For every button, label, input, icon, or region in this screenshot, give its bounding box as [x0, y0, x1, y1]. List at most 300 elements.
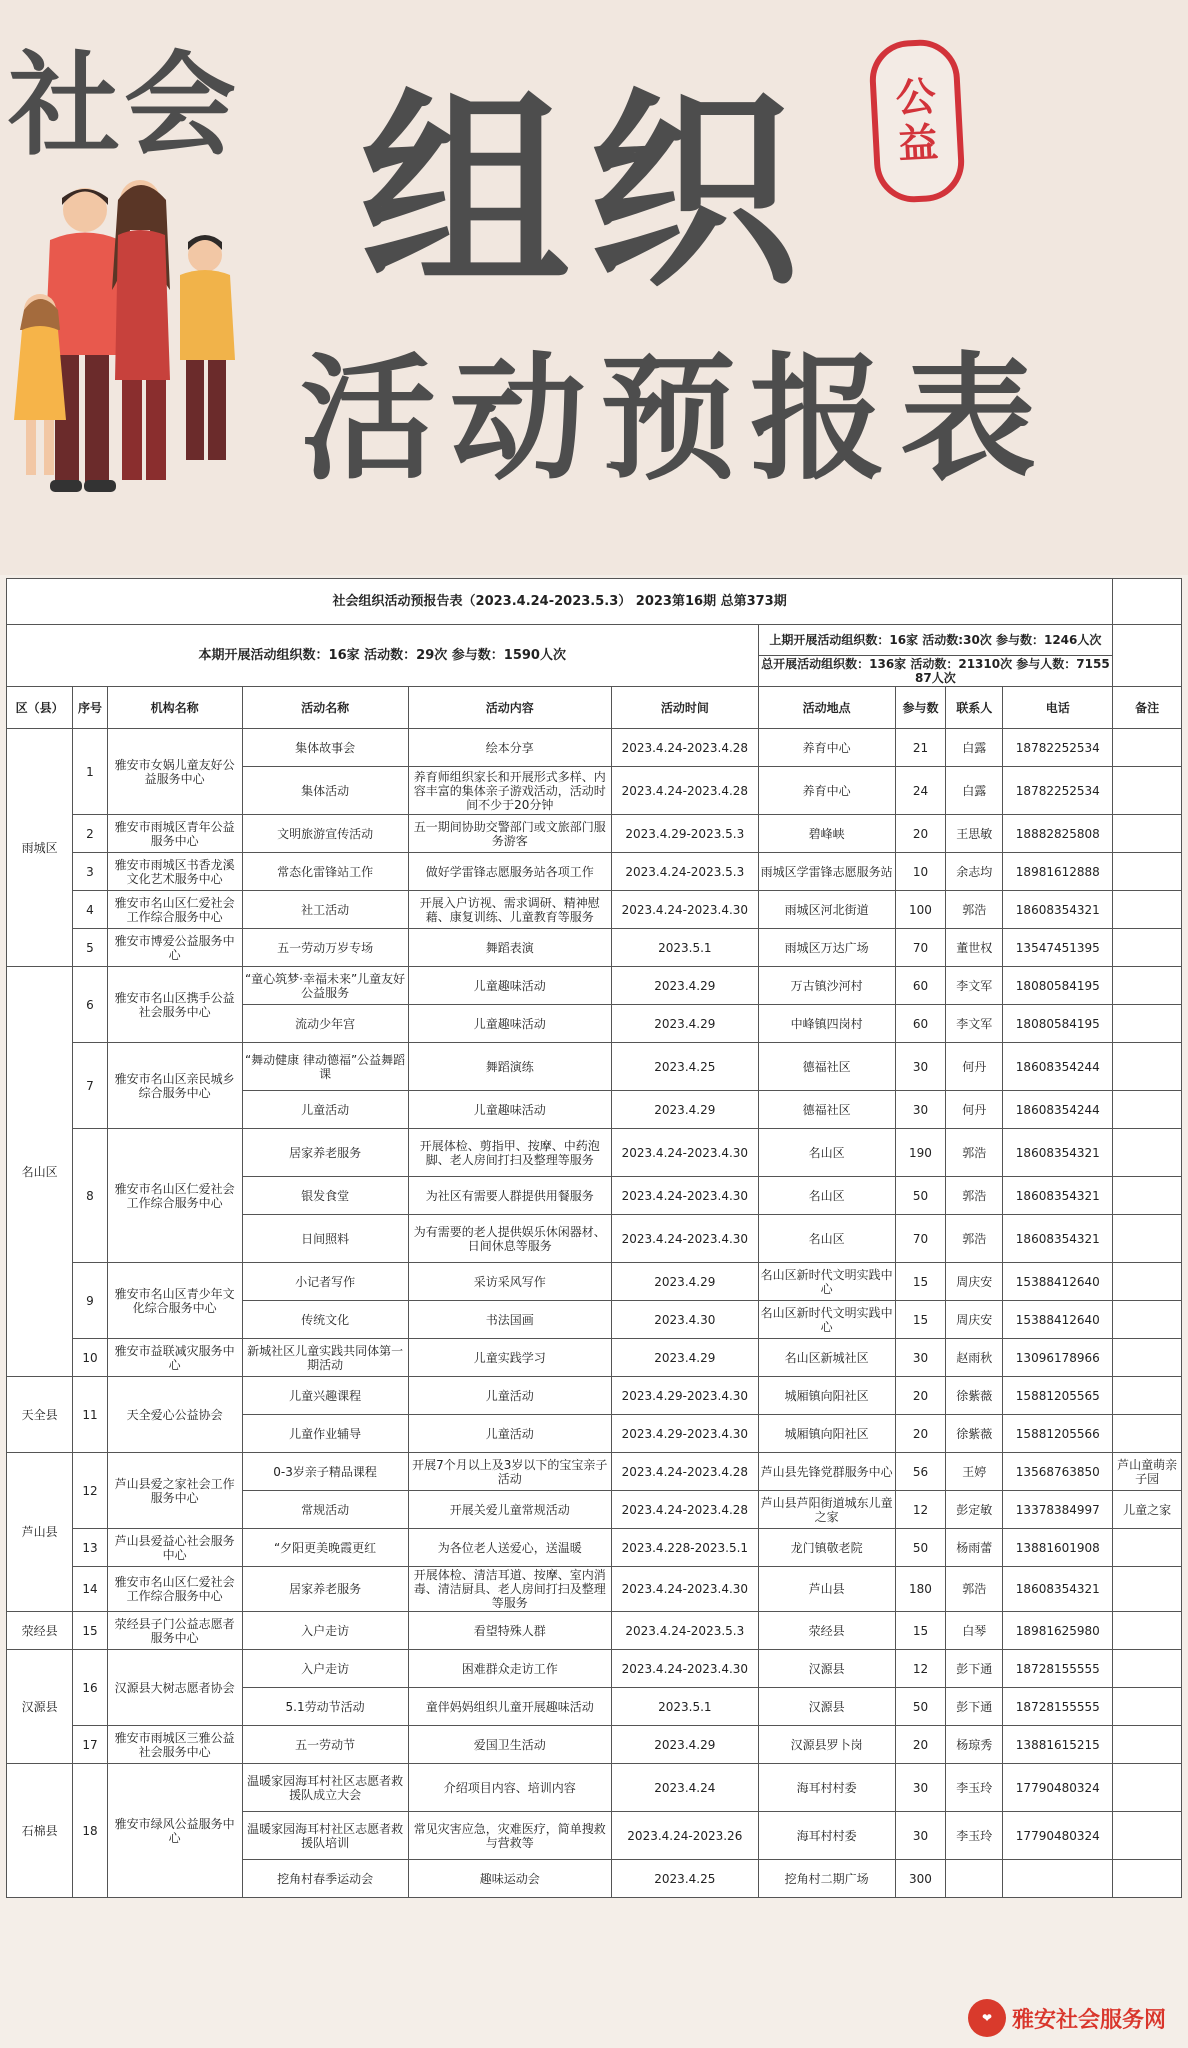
note-cell — [1113, 1301, 1182, 1339]
participant-count-cell: 24 — [895, 767, 945, 815]
contact-cell: 杨琼秀 — [946, 1726, 1003, 1764]
contact-cell: 王婷 — [946, 1453, 1003, 1491]
note-cell — [1113, 929, 1182, 967]
banner-title-line1: 社会 — [8, 41, 240, 171]
phone-cell[interactable]: 15388412640 — [1003, 1301, 1113, 1339]
table-title-blank — [1113, 579, 1182, 625]
activity-place-cell: 汉源县 — [758, 1650, 895, 1688]
activity-content-cell: 做好学雷锋志愿服务站各项工作 — [408, 853, 612, 891]
serial-no-cell: 12 — [73, 1453, 107, 1529]
contact-cell: 徐紫薇 — [946, 1377, 1003, 1415]
participant-count-cell: 60 — [895, 1005, 945, 1043]
activity-content-cell: 舞蹈演练 — [408, 1043, 612, 1091]
note-cell — [1113, 767, 1182, 815]
table-row — [7, 1567, 1182, 1612]
contact-cell: 徐紫薇 — [946, 1415, 1003, 1453]
activity-time-cell: 2023.4.24-2023.26 — [612, 1812, 758, 1860]
contact-cell: 郭浩 — [946, 1567, 1003, 1612]
contact-cell: 郭浩 — [946, 891, 1003, 929]
charity-seal: 公益 — [868, 38, 966, 204]
participant-count-cell: 180 — [895, 1567, 945, 1612]
activity-name-cell: 五一劳动节 — [242, 1726, 408, 1764]
organization-cell: 雅安市女娲儿童友好公益服务中心 — [107, 729, 242, 815]
activity-time-cell: 2023.4.24-2023.4.30 — [612, 1129, 758, 1177]
activity-place-cell: 海耳村村委 — [758, 1812, 895, 1860]
activity-place-cell: 汉源县 — [758, 1688, 895, 1726]
activity-time-cell: 2023.4.24 — [612, 1764, 758, 1812]
activity-name-cell: 五一劳动万岁专场 — [242, 929, 408, 967]
note-cell — [1113, 1339, 1182, 1377]
activity-content-cell: 儿童实践学习 — [408, 1339, 612, 1377]
phone-cell[interactable]: 18608354321 — [1003, 891, 1113, 929]
contact-cell: 李文军 — [946, 967, 1003, 1005]
district-cell: 汉源县 — [7, 1650, 73, 1764]
activity-time-cell: 2023.4.24-2023.4.30 — [612, 1177, 758, 1215]
activity-name-cell: 儿童作业辅导 — [242, 1415, 408, 1453]
phone-cell[interactable]: 13881615215 — [1003, 1726, 1113, 1764]
activity-content-cell: 趣味运动会 — [408, 1860, 612, 1898]
participant-count-cell: 15 — [895, 1612, 945, 1650]
activity-content-cell: 采访采风写作 — [408, 1263, 612, 1301]
report-table — [6, 578, 1182, 1898]
participant-count-cell: 30 — [895, 1043, 945, 1091]
activity-content-cell: 绘本分享 — [408, 729, 612, 767]
activity-name-cell: “舞动健康 律动德福”公益舞蹈课 — [242, 1043, 408, 1091]
activity-place-cell: 城厢镇向阳社区 — [758, 1377, 895, 1415]
activity-name-cell: 新城社区儿童实践共同体第一期活动 — [242, 1339, 408, 1377]
activity-place-cell: 荥经县 — [758, 1612, 895, 1650]
activity-time-cell: 2023.4.25 — [612, 1860, 758, 1898]
note-cell — [1113, 1612, 1182, 1650]
note-cell — [1113, 967, 1182, 1005]
organization-cell: 芦山县爱之家社会工作服务中心 — [107, 1453, 242, 1529]
table-row — [7, 1612, 1182, 1650]
heart-hands-logo-icon: ❤ — [968, 1999, 1006, 2037]
activity-content-cell: 儿童趣味活动 — [408, 1091, 612, 1129]
participant-count-cell: 70 — [895, 929, 945, 967]
activity-place-cell: 挖角村二期广场 — [758, 1860, 895, 1898]
contact-cell: 李玉玲 — [946, 1812, 1003, 1860]
activity-place-cell: 养育中心 — [758, 729, 895, 767]
organization-cell: 雅安市名山区携手公益社会服务中心 — [107, 967, 242, 1043]
phone-cell[interactable]: 18981625980 — [1003, 1612, 1113, 1650]
participant-count-cell: 56 — [895, 1453, 945, 1491]
activity-name-cell: 挖角村春季运动会 — [242, 1860, 408, 1898]
participant-count-cell: 50 — [895, 1688, 945, 1726]
activity-place-cell: 龙门镇敬老院 — [758, 1529, 895, 1567]
phone-cell[interactable]: 13096178966 — [1003, 1339, 1113, 1377]
phone-cell[interactable]: 18608354244 — [1003, 1091, 1113, 1129]
participant-count-cell: 60 — [895, 967, 945, 1005]
phone-cell[interactable]: 13881601908 — [1003, 1529, 1113, 1567]
summary-total: 总开展活动组织数：136家 活动数：21310次 参与人数：715587人次 — [758, 656, 1113, 687]
contact-cell — [946, 1860, 1003, 1898]
banner-title-line2: 组织 — [360, 70, 817, 315]
phone-cell[interactable]: 18608354321 — [1003, 1177, 1113, 1215]
participant-count-cell: 20 — [895, 1377, 945, 1415]
header-phone: 电话 — [1003, 687, 1113, 729]
activity-time-cell: 2023.4.29 — [612, 1339, 758, 1377]
phone-cell[interactable]: 17790480324 — [1003, 1764, 1113, 1812]
organization-cell: 天全爱心公益协会 — [107, 1377, 242, 1453]
participant-count-cell: 30 — [895, 1812, 945, 1860]
activity-time-cell: 2023.4.29-2023.5.3 — [612, 815, 758, 853]
participant-count-cell: 15 — [895, 1263, 945, 1301]
activity-place-cell: 汉源县罗卜岗 — [758, 1726, 895, 1764]
activity-name-cell: 入户走访 — [242, 1612, 408, 1650]
participant-count-cell: 12 — [895, 1650, 945, 1688]
header-district: 区（县） — [7, 687, 73, 729]
activity-place-cell: 德福社区 — [758, 1043, 895, 1091]
note-cell — [1113, 1005, 1182, 1043]
note-cell — [1113, 1860, 1182, 1898]
table-row — [7, 1043, 1182, 1091]
organization-cell: 雅安市绿风公益服务中心 — [107, 1764, 242, 1898]
phone-cell[interactable]: 13378384997 — [1003, 1491, 1113, 1529]
summary-blank — [1113, 625, 1182, 687]
contact-cell: 王思敏 — [946, 815, 1003, 853]
participant-count-cell: 190 — [895, 1129, 945, 1177]
activity-time-cell: 2023.5.1 — [612, 929, 758, 967]
table-row — [7, 853, 1182, 891]
phone-cell[interactable]: 15881205566 — [1003, 1415, 1113, 1453]
note-cell — [1113, 1567, 1182, 1612]
district-cell: 天全县 — [7, 1377, 73, 1453]
table-row — [7, 1339, 1182, 1377]
phone-cell[interactable]: 18608354321 — [1003, 1129, 1113, 1177]
organization-cell: 雅安市博爱公益服务中心 — [107, 929, 242, 967]
participant-count-cell: 21 — [895, 729, 945, 767]
activity-content-cell: 开展入户访视、需求调研、精神慰藉、康复训练、儿童教育等服务 — [408, 891, 612, 929]
activity-time-cell: 2023.4.29 — [612, 1263, 758, 1301]
participant-count-cell: 100 — [895, 891, 945, 929]
serial-no-cell: 10 — [73, 1339, 107, 1377]
note-cell — [1113, 1726, 1182, 1764]
phone-cell[interactable]: 18080584195 — [1003, 1005, 1113, 1043]
organization-cell: 雅安市雨城区书香龙溪文化艺术服务中心 — [107, 853, 242, 891]
activity-name-cell: 居家养老服务 — [242, 1567, 408, 1612]
phone-cell[interactable]: 18981612888 — [1003, 853, 1113, 891]
activity-name-cell: 小记者写作 — [242, 1263, 408, 1301]
participant-count-cell: 20 — [895, 815, 945, 853]
district-cell: 雨城区 — [7, 729, 73, 967]
activity-content-cell: 书法国画 — [408, 1301, 612, 1339]
activity-content-cell: 儿童趣味活动 — [408, 1005, 612, 1043]
activity-place-cell: 名山区新时代文明实践中心 — [758, 1301, 895, 1339]
organization-cell: 雅安市名山区仁爱社会工作综合服务中心 — [107, 1129, 242, 1263]
phone-cell[interactable]: 18782252534 — [1003, 767, 1113, 815]
participant-count-cell: 12 — [895, 1491, 945, 1529]
site-watermark — [968, 1992, 1182, 2044]
serial-no-cell: 17 — [73, 1726, 107, 1764]
activity-place-cell: 海耳村村委 — [758, 1764, 895, 1812]
phone-cell[interactable]: 18728155555 — [1003, 1688, 1113, 1726]
activity-time-cell: 2023.4.29-2023.4.30 — [612, 1377, 758, 1415]
serial-no-cell: 9 — [73, 1263, 107, 1339]
serial-no-cell: 16 — [73, 1650, 107, 1726]
activity-place-cell: 碧峰峡 — [758, 815, 895, 853]
table-row — [7, 1650, 1182, 1688]
activity-place-cell: 雨城区河北街道 — [758, 891, 895, 929]
phone-cell[interactable]: 17790480324 — [1003, 1812, 1113, 1860]
activity-name-cell: 儿童兴趣课程 — [242, 1377, 408, 1415]
note-cell — [1113, 1129, 1182, 1177]
banner-title-line3: 活动预报表 — [300, 341, 1050, 499]
phone-cell[interactable]: 18728155555 — [1003, 1650, 1113, 1688]
table-row — [7, 1453, 1182, 1491]
activity-content-cell: 为有需要的老人提供娱乐休闲器材、日间休息等服务 — [408, 1215, 612, 1263]
contact-cell: 董世权 — [946, 929, 1003, 967]
participant-count-cell: 20 — [895, 1726, 945, 1764]
serial-no-cell: 6 — [73, 967, 107, 1043]
contact-cell: 彭定敏 — [946, 1491, 1003, 1529]
phone-cell[interactable]: 18608354321 — [1003, 1215, 1113, 1263]
activity-name-cell: 集体故事会 — [242, 729, 408, 767]
phone-cell[interactable] — [1003, 1860, 1113, 1898]
serial-no-cell: 14 — [73, 1567, 107, 1612]
note-cell — [1113, 1688, 1182, 1726]
participant-count-cell: 70 — [895, 1215, 945, 1263]
activity-time-cell: 2023.4.24-2023.4.30 — [612, 1567, 758, 1612]
header-note: 备注 — [1113, 687, 1182, 729]
activity-content-cell: 养育师组织家长和开展形式多样、内容丰富的集体亲子游戏活动，活动时间不少于20分钟 — [408, 767, 612, 815]
activity-content-cell: 爱国卫生活动 — [408, 1726, 612, 1764]
table-row — [7, 729, 1182, 767]
note-cell: 儿童之家 — [1113, 1491, 1182, 1529]
activity-content-cell: 开展7个月以上及3岁以下的宝宝亲子活动 — [408, 1453, 612, 1491]
activity-name-cell: 文明旅游宣传活动 — [242, 815, 408, 853]
serial-no-cell: 15 — [73, 1612, 107, 1650]
organization-cell: 雅安市名山区亲民城乡综合服务中心 — [107, 1043, 242, 1129]
phone-cell[interactable]: 13568763850 — [1003, 1453, 1113, 1491]
activity-time-cell: 2023.4.24-2023.4.28 — [612, 1491, 758, 1529]
note-cell — [1113, 815, 1182, 853]
activity-time-cell: 2023.4.30 — [612, 1301, 758, 1339]
phone-cell[interactable]: 18782252534 — [1003, 729, 1113, 767]
table-row — [7, 1764, 1182, 1812]
phone-cell[interactable]: 18608354321 — [1003, 1567, 1113, 1612]
note-cell — [1113, 1043, 1182, 1091]
header-place: 活动地点 — [758, 687, 895, 729]
activity-name-cell: 日间照料 — [242, 1215, 408, 1263]
district-cell: 名山区 — [7, 967, 73, 1377]
organization-cell: 雅安市雨城区三雅公益社会服务中心 — [107, 1726, 242, 1764]
activity-content-cell: 儿童活动 — [408, 1377, 612, 1415]
contact-cell: 白露 — [946, 729, 1003, 767]
contact-cell: 郭浩 — [946, 1177, 1003, 1215]
activity-name-cell: “童心筑梦·幸福未来”儿童友好公益服务 — [242, 967, 408, 1005]
participant-count-cell: 30 — [895, 1764, 945, 1812]
activity-content-cell: 困难群众走访工作 — [408, 1650, 612, 1688]
participant-count-cell: 50 — [895, 1177, 945, 1215]
activity-time-cell: 2023.5.1 — [612, 1688, 758, 1726]
activity-time-cell: 2023.4.29-2023.4.30 — [612, 1415, 758, 1453]
activity-place-cell: 芦山县芦阳街道城东儿童之家 — [758, 1491, 895, 1529]
contact-cell: 李玉玲 — [946, 1764, 1003, 1812]
activity-name-cell: 入户走访 — [242, 1650, 408, 1688]
activity-content-cell: 为各位老人送爱心，送温暖 — [408, 1529, 612, 1567]
activity-place-cell: 名山区 — [758, 1177, 895, 1215]
activity-name-cell: 常态化雷锋站工作 — [242, 853, 408, 891]
serial-no-cell: 18 — [73, 1764, 107, 1898]
phone-cell[interactable]: 18608354244 — [1003, 1043, 1113, 1091]
phone-cell[interactable]: 13547451395 — [1003, 929, 1113, 967]
summary-current: 本期开展活动组织数：16家 活动数：29次 参与数：1590人次 — [7, 625, 759, 687]
activity-content-cell: 舞蹈表演 — [408, 929, 612, 967]
activity-content-cell: 为社区有需要人群提供用餐服务 — [408, 1177, 612, 1215]
organization-cell: 汉源县大树志愿者协会 — [107, 1650, 242, 1726]
note-cell: 芦山童萌亲子园 — [1113, 1453, 1182, 1491]
activity-report-table — [6, 578, 1182, 1898]
activity-place-cell: 名山区 — [758, 1215, 895, 1263]
organization-cell: 雅安市名山区青少年文化综合服务中心 — [107, 1263, 242, 1339]
activity-content-cell: 五一期间协助交警部门或文旅部门服务游客 — [408, 815, 612, 853]
activity-place-cell: 名山区 — [758, 1129, 895, 1177]
organization-cell: 荥经县子门公益志愿者服务中心 — [107, 1612, 242, 1650]
activity-time-cell: 2023.4.24-2023.4.30 — [612, 891, 758, 929]
district-cell: 荥经县 — [7, 1612, 73, 1650]
activity-name-cell: 常规活动 — [242, 1491, 408, 1529]
activity-name-cell: 传统文化 — [242, 1301, 408, 1339]
phone-cell[interactable]: 18080584195 — [1003, 967, 1113, 1005]
activity-name-cell: 温暖家园海耳村社区志愿者救援队培训 — [242, 1812, 408, 1860]
header-time: 活动时间 — [612, 687, 758, 729]
serial-no-cell: 13 — [73, 1529, 107, 1567]
contact-cell: 何丹 — [946, 1043, 1003, 1091]
activity-time-cell: 2023.4.24-2023.5.3 — [612, 853, 758, 891]
note-cell — [1113, 1177, 1182, 1215]
participant-count-cell: 15 — [895, 1301, 945, 1339]
contact-cell: 李文军 — [946, 1005, 1003, 1043]
header-org: 机构名称 — [107, 687, 242, 729]
header-content: 活动内容 — [408, 687, 612, 729]
banner — [0, 0, 1188, 575]
activity-place-cell: 中峰镇四岗村 — [758, 1005, 895, 1043]
contact-cell: 郭浩 — [946, 1129, 1003, 1177]
organization-cell: 雅安市名山区仁爱社会工作综合服务中心 — [107, 1567, 242, 1612]
activity-name-cell: “夕阳更美晚霞更红 — [242, 1529, 408, 1567]
contact-cell: 白琴 — [946, 1612, 1003, 1650]
header-no: 序号 — [73, 687, 107, 729]
activity-name-cell: 社工活动 — [242, 891, 408, 929]
contact-cell: 周庆安 — [946, 1301, 1003, 1339]
serial-no-cell: 1 — [73, 729, 107, 815]
table-title: 社会组织活动预报告表（2023.4.24-2023.5.3） 2023第16期 总第373期 — [7, 579, 1113, 625]
participant-count-cell: 30 — [895, 1091, 945, 1129]
activity-content-cell: 儿童趣味活动 — [408, 967, 612, 1005]
organization-cell: 雅安市益联减灾服务中心 — [107, 1339, 242, 1377]
activity-name-cell: 流动少年宫 — [242, 1005, 408, 1043]
organization-cell: 芦山县爱益心社会服务中心 — [107, 1529, 242, 1567]
note-cell — [1113, 1529, 1182, 1567]
table-row — [7, 929, 1182, 967]
activity-content-cell: 开展关爱儿童常规活动 — [408, 1491, 612, 1529]
organization-cell: 雅安市名山区仁爱社会工作综合服务中心 — [107, 891, 242, 929]
activity-name-cell: 温暖家园海耳村社区志愿者救援队成立大会 — [242, 1764, 408, 1812]
serial-no-cell: 3 — [73, 853, 107, 891]
activity-content-cell: 开展体检、剪指甲、按摩、中药泡脚、老人房间打扫及整理等服务 — [408, 1129, 612, 1177]
phone-cell[interactable]: 15388412640 — [1003, 1263, 1113, 1301]
serial-no-cell: 5 — [73, 929, 107, 967]
note-cell — [1113, 853, 1182, 891]
contact-cell: 彭下通 — [946, 1688, 1003, 1726]
activity-name-cell: 集体活动 — [242, 767, 408, 815]
activity-name-cell: 居家养老服务 — [242, 1129, 408, 1177]
activity-place-cell: 芦山县先锋党群服务中心 — [758, 1453, 895, 1491]
activity-time-cell: 2023.4.24-2023.5.3 — [612, 1612, 758, 1650]
table-row — [7, 1529, 1182, 1567]
activity-place-cell: 德福社区 — [758, 1091, 895, 1129]
header-activity-name: 活动名称 — [242, 687, 408, 729]
activity-content-cell: 童伴妈妈组织儿童开展趣味活动 — [408, 1688, 612, 1726]
activity-place-cell: 雨城区学雷锋志愿服务站 — [758, 853, 895, 891]
header-contact: 联系人 — [946, 687, 1003, 729]
table-row — [7, 1129, 1182, 1177]
summary-last: 上期开展活动组织数：16家 活动数:30次 参与数：1246人次 — [758, 625, 1113, 656]
activity-content-cell: 介绍项目内容、培训内容 — [408, 1764, 612, 1812]
header-count: 参与数 — [895, 687, 945, 729]
activity-place-cell: 万古镇沙河村 — [758, 967, 895, 1005]
activity-time-cell: 2023.4.228-2023.5.1 — [612, 1529, 758, 1567]
table-row — [7, 967, 1182, 1005]
table-row — [7, 815, 1182, 853]
note-cell — [1113, 1377, 1182, 1415]
participant-count-cell: 300 — [895, 1860, 945, 1898]
activity-name-cell: 儿童活动 — [242, 1091, 408, 1129]
phone-cell[interactable]: 18882825808 — [1003, 815, 1113, 853]
participant-count-cell: 10 — [895, 853, 945, 891]
table-row — [7, 1263, 1182, 1301]
note-cell — [1113, 1764, 1182, 1812]
phone-cell[interactable]: 15881205565 — [1003, 1377, 1113, 1415]
activity-place-cell: 名山区新时代文明实践中心 — [758, 1263, 895, 1301]
district-cell: 芦山县 — [7, 1453, 73, 1612]
activity-name-cell: 5.1劳动节活动 — [242, 1688, 408, 1726]
serial-no-cell: 4 — [73, 891, 107, 929]
organization-cell: 雅安市雨城区青年公益服务中心 — [107, 815, 242, 853]
contact-cell: 彭下通 — [946, 1650, 1003, 1688]
contact-cell: 赵雨秋 — [946, 1339, 1003, 1377]
activity-place-cell: 养育中心 — [758, 767, 895, 815]
activity-content-cell: 常见灾害应急，灾难医疗，简单搜救与营救等 — [408, 1812, 612, 1860]
activity-place-cell: 名山区新城社区 — [758, 1339, 895, 1377]
participant-count-cell: 20 — [895, 1415, 945, 1453]
activity-content-cell: 儿童活动 — [408, 1415, 612, 1453]
activity-time-cell: 2023.4.24-2023.4.28 — [612, 767, 758, 815]
table-row — [7, 1377, 1182, 1415]
activity-time-cell: 2023.4.24-2023.4.30 — [612, 1650, 758, 1688]
family-illustration — [0, 180, 260, 520]
activity-time-cell: 2023.4.24-2023.4.28 — [612, 729, 758, 767]
activity-name-cell: 银发食堂 — [242, 1177, 408, 1215]
contact-cell: 杨雨蕾 — [946, 1529, 1003, 1567]
serial-no-cell: 8 — [73, 1129, 107, 1263]
activity-name-cell: 0-3岁亲子精品课程 — [242, 1453, 408, 1491]
contact-cell: 余志均 — [946, 853, 1003, 891]
note-cell — [1113, 1215, 1182, 1263]
district-cell: 石棉县 — [7, 1764, 73, 1898]
activity-time-cell: 2023.4.29 — [612, 1005, 758, 1043]
activity-time-cell: 2023.4.29 — [612, 967, 758, 1005]
table-row — [7, 1726, 1182, 1764]
activity-content-cell: 开展体检、清洁耳道、按摩、室内消毒、清洁厨具、老人房间打扫及整理等服务 — [408, 1567, 612, 1612]
activity-place-cell: 雨城区万达广场 — [758, 929, 895, 967]
note-cell — [1113, 1263, 1182, 1301]
serial-no-cell: 11 — [73, 1377, 107, 1453]
contact-cell: 白露 — [946, 767, 1003, 815]
participant-count-cell: 50 — [895, 1529, 945, 1567]
activity-time-cell: 2023.4.24-2023.4.30 — [612, 1215, 758, 1263]
